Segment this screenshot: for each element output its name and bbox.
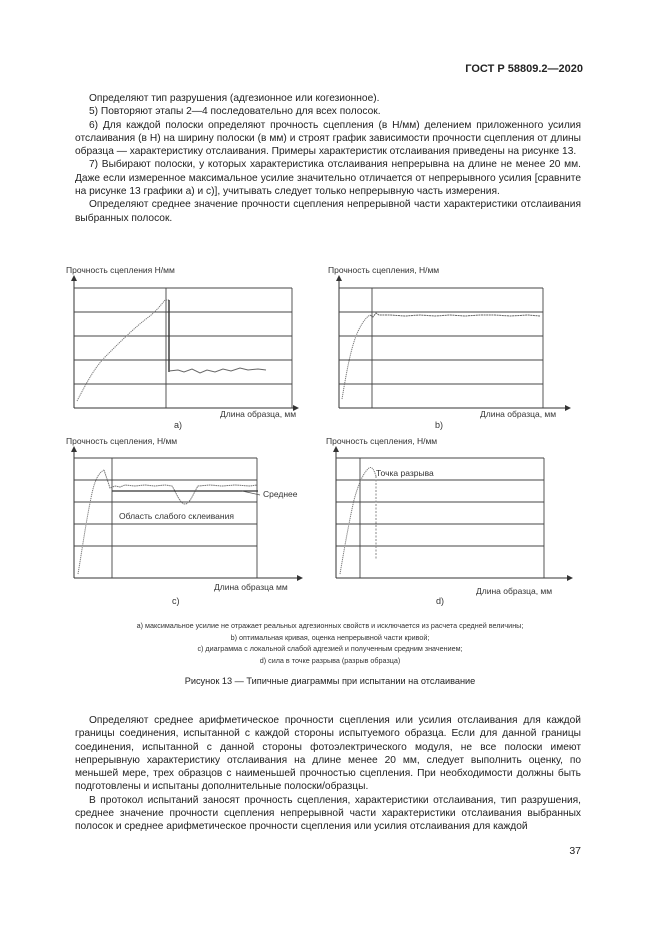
chart-c-tag: c) <box>172 596 180 606</box>
figure-notes <box>60 620 600 666</box>
chart-d-xlabel: Длина образца, мм <box>476 586 553 596</box>
standard-header: ГОСТ Р 58809.2—2020 <box>465 63 583 75</box>
outro-text <box>75 714 581 834</box>
chart-b-xlabel: Длина образца, мм <box>480 409 557 419</box>
paragraph: Определяют среднее значение прочности сцепления непрерывной части характеристики отслаивания выбранных полосок. <box>75 199 581 224</box>
figure-note: b) оптимальная кривая, оценка непрерывной части кривой; <box>230 632 430 642</box>
page-number: 37 <box>569 845 581 857</box>
figure-13-diagrams <box>60 260 600 615</box>
chart-b <box>328 265 568 430</box>
chart-a-xlabel: Длина образца, мм <box>220 409 297 419</box>
chart-a-curve-rise <box>77 300 169 401</box>
paragraph: Определяют тип разрушения (адгезионное или когезионное). <box>89 93 380 104</box>
chart-b-ylabel: Прочность сцепления, Н/мм <box>328 265 440 275</box>
figure-caption: Рисунок 13 — Типичные диаграммы при испытании на отслаивание <box>184 676 476 686</box>
intro-text <box>75 92 581 225</box>
figure-note: а) максимальное усилие не отражает реальных адгезионных свойств и исключается из расчета средней величины; <box>136 621 524 630</box>
figure-note: с) диаграмма с локальной слабой адгезией и полученным средним значением; <box>197 644 463 654</box>
chart-b-curve-rise <box>342 315 370 399</box>
figure-note: d) сила в точке разрыва (разрыв образца) <box>259 655 401 665</box>
chart-c-mean-label: Среднее <box>263 489 298 499</box>
chart-c-xlabel: Длина образца мм <box>214 582 288 592</box>
chart-a <box>66 265 296 430</box>
paragraph: В протокол испытаний заносят прочность сцепления, характеристики отслаивания, тип разрушения, среднее значение прочности сцепления непрерывной части характеристики отслаивания выбранных полосок и среднее арифметическое прочности сцепления или усилия отслаивания для каждой <box>75 794 581 833</box>
chart-c-weak-label: Область слабого склеивания <box>119 511 234 521</box>
chart-c-curve-main <box>104 470 257 504</box>
chart-b-curve-plateau <box>370 313 540 317</box>
chart-c <box>66 436 300 606</box>
paragraph: 6) Для каждой полоски определяют прочность сцепления (в Н/мм) делением приложенного усилия отслаивания (в Н) на ширину полоски (в мм) и строят график зависимости прочности сцепления от длины образца — характеристику отслаивания. Примеры характеристик отслаивания приведены на рисунке 13. <box>75 119 581 158</box>
paragraph: 7) Выбирают полоски, у которых характеристика отслаивания непрерывна на длине не менее 20 мм. Даже если измеренное максимальное усилие значительно отличается от непрерывного усилия [сравните на рисунке 13 графики а) и с)], учитывать следует только непрерывную часть измерения. <box>75 159 581 198</box>
chart-c-ylabel: Прочность сцепления, Н/мм <box>66 436 178 446</box>
chart-d <box>326 436 570 606</box>
chart-a-curve-plateau <box>169 368 266 373</box>
chart-b-grid <box>339 288 543 408</box>
chart-a-tag: а) <box>174 420 183 430</box>
paragraph: Определяют среднее арифметическое прочности сцепления или усилия отслаивания для каждой границы соединения, испытанной с каждой стороны испытуемого образца. Если для данной границы соединения, испытанной с данной стороны фотоэлектрического модуля, не все полоски имеют непрерывную характеристику отслаивания на длине менее 20 мм, следует выполнить оценку, по меньшей мере, трех образцов с наименьшей прочностью сцепления. При необходимости должны быть подготовлены и испытаны дополнительные полоски/образцы. <box>75 715 581 793</box>
chart-d-ylabel: Прочность сцепления, Н/мм <box>326 436 438 446</box>
chart-a-grid <box>74 288 292 408</box>
chart-b-tag: b) <box>435 420 444 430</box>
paragraph: 5) Повторяют этапы 2—4 последовательно для всех полосок. <box>89 106 381 118</box>
chart-c-curve-rise <box>78 470 104 574</box>
chart-a-ylabel: Прочность сцепления Н/мм <box>66 265 175 275</box>
chart-d-break-label: Точка разрыва <box>376 468 434 478</box>
chart-d-tag: d) <box>436 596 445 606</box>
chart-d-curve <box>340 467 376 574</box>
chart-d-grid <box>336 458 544 578</box>
